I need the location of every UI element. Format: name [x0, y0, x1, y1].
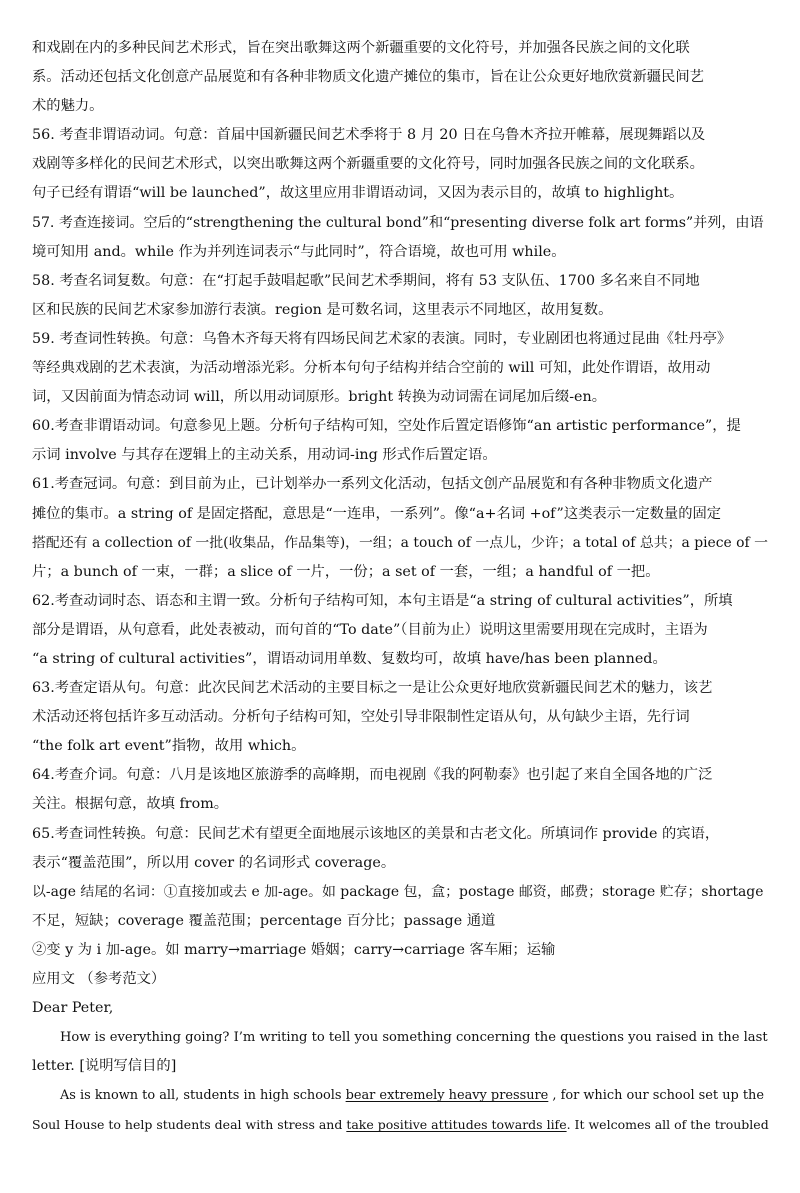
text-line: “a string of cultural activities”，谓语动词用单数、复数均可，故填 have/has been planned。 — [32, 650, 667, 667]
text-line: 境可知用 and。while 作为并列连词表示“与此同时”，符合语境，故也可用 while。 — [32, 243, 566, 260]
text-line: 60.考查非谓语动词。句意参见上题。分析句子结构可知，空处作后置定语修饰“an artistic performance”，提 — [32, 418, 741, 435]
text-line: 关注。根据句意，故填 from。 — [32, 796, 229, 813]
text-segment: Soul House to help students deal with stress and — [32, 1117, 347, 1133]
section-heading: 应用文 （参考范文） — [32, 971, 166, 987]
text-line: 片；a bunch of 一束，一群；a slice of 一片，一份；a set of 一套，一组；a handful of 一把。 — [32, 563, 660, 580]
text-line: 58. 考查名词复数。句意：在“打起手鼓唱起歌”民间艺术季期间，将有 53 支队伍、1700 多名来自不同地 — [32, 272, 700, 289]
body-text — [32, 34, 770, 1140]
text-line: 句子已经有谓语“will be launched”，故这里应用非谓语动词，又因为表示目的，故填 to highlight。 — [32, 185, 684, 202]
text-line: 搭配还有 a collection of 一批(收集品，作品集等)，一组；a touch of 一点儿，少许；a total of 总共；a piece of 一 — [32, 534, 768, 551]
letter-paragraph-line — [32, 1081, 770, 1110]
text-line: 62.考查动词时态、语态和主谓一致。分析句子结构可知，本句主语是“a string of cultural activities”，所填 — [32, 592, 733, 609]
text-line: 戏剧等多样化的民间艺术形式，以突出歌舞这两个新疆重要的文化符号，同时加强各民族之间的文化联系。 — [32, 156, 704, 173]
text-line: 部分是谓语，从句意看，此处表被动，而句首的“To date”（目前为止）说明这里需要用现在完成时，主语为 — [32, 621, 708, 638]
text-line: 57. 考查连接词。空后的“strengthening the cultural bond”和“presenting diverse folk art forms”并列，由语 — [32, 214, 764, 231]
text-segment: , for which our school set up the — [548, 1088, 764, 1104]
text-line: 术的魅力。 — [32, 98, 104, 115]
text-line: 63.考查定语从句。句意：此次民间艺术活动的主要目标之一是让公众更好地欣赏新疆民间艺术的魅力，该艺 — [32, 680, 713, 697]
text-segment: As is known to all, students in high schools — [60, 1088, 346, 1104]
letter-paragraph-line: How is everything going? I’m writing to tell you something concerning the questions you raised in the last — [60, 1030, 768, 1046]
text-line: 不足，短缺；coverage 覆盖范围；percentage 百分比；passage 通道 — [32, 912, 496, 929]
text-line: 示词 involve 与其存在逻辑上的主动关系，用动词-ing 形式作后置定语。 — [32, 447, 497, 464]
text-line: 以-age 结尾的名词：①直接加或去 e 加-age。如 package 包，盒；postage 邮资，邮费；storage 贮存；shortage — [32, 883, 764, 900]
text-line: 区和民族的民间艺术家参加游行表演。region 是可数名词，这里表示不同地区，故用复数。 — [32, 301, 613, 318]
text-line: ②变 y 为 i 加-age。如 marry→marriage 婚姻；carry→carriage 客车厢；运输 — [32, 941, 556, 958]
underlined-phrase: take positive attitudes towards life — [346, 1117, 567, 1133]
text-line: 摊位的集市。a string of 是固定搭配，意思是“一连串，一系列”。像“a+名词 +of”这类表示一定数量的固定 — [32, 505, 722, 522]
text-line: 59. 考查词性转换。句意：乌鲁木齐每天将有四场民间艺术家的表演。同时，专业剧团也将通过昆曲《牡丹亭》 — [32, 330, 732, 347]
letter-salutation: Dear Peter, — [32, 1000, 114, 1017]
text-line: 词，又因前面为情态动词 will，所以用动词原形。bright 转换为动词需在词尾加后缀-en。 — [32, 389, 607, 406]
underlined-phrase: bear extremely heavy pressure — [345, 1088, 549, 1104]
text-line: 64.考查介词。句意：八月是该地区旅游季的高峰期，而电视剧《我的阿勒泰》也引起了来自全国各地的广泛 — [32, 767, 713, 784]
text-line: 表示“覆盖范围”，所以用 cover 的名词形式 coverage。 — [32, 854, 396, 871]
letter-paragraph-line — [32, 1110, 770, 1139]
letter-paragraph-line: letter. [说明写信目的] — [32, 1058, 177, 1075]
text-line: 系。活动还包括文化创意产品展览和有各种非物质文化遗产摊位的集市，旨在让公众更好地欣赏新疆民间艺 — [32, 69, 704, 86]
text-line: 65.考查词性转换。句意：民间艺术有望更全面地展示该地区的美景和古老文化。所填词作 provide 的宾语， — [32, 825, 720, 842]
text-segment: . It welcomes all of the troubled — [566, 1117, 769, 1133]
text-line: 56. 考查非谓语动词。句意：首届中国新疆民间艺术季将于 8 月 20 日在乌鲁木齐拉开帷幕，展现舞蹈以及 — [32, 127, 706, 144]
text-line: 等经典戏剧的艺术表演，为活动增添光彩。分析本句句子结构并结合空前的 will 可知，此处作谓语，故用动 — [32, 360, 711, 377]
text-line: 和戏剧在内的多种民间艺术形式，旨在突出歌舞这两个新疆重要的文化符号，并加强各民族之间的文化联 — [32, 40, 690, 56]
text-line: 术活动还将包括许多互动活动。分析句子结构可知，空处引导非限制性定语从句，从句缺少主语，先行词 — [32, 709, 690, 726]
text-line: “the folk art event”指物，故用 which。 — [32, 738, 306, 755]
text-line: 61.考查冠词。句意：到目前为止，已计划举办一系列文化活动，包括文创产品展览和有各种非物质文化遗产 — [32, 476, 713, 493]
